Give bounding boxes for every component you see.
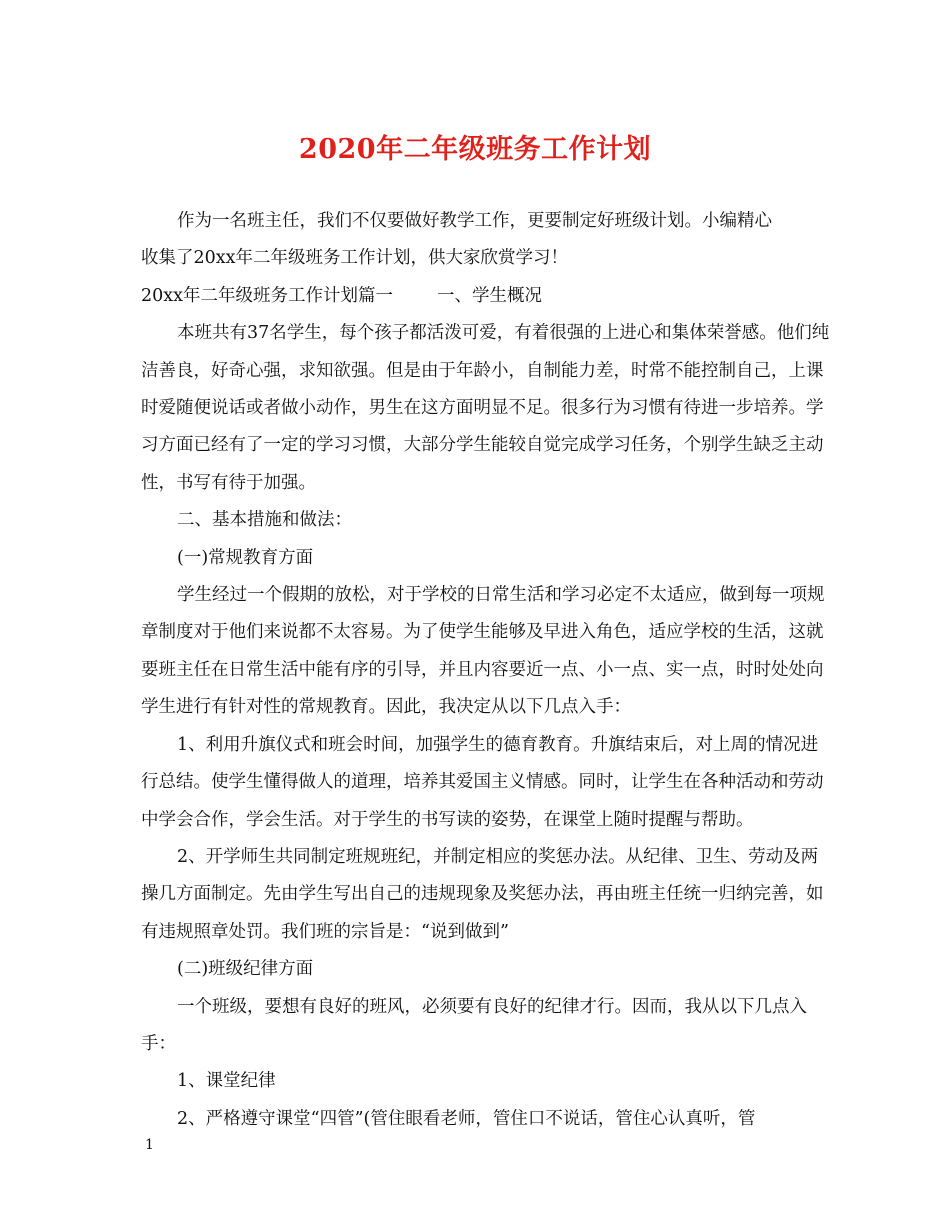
measures-heading: 二、基本措施和做法： — [177, 510, 352, 531]
intro-line-2: 收集了20xx年二年级班务工作计划，供大家欣赏学习！ — [141, 248, 569, 269]
intro-line-1: 作为一名班主任，我们不仅要做好教学工作，更要制定好班级计划。小编精心 — [177, 211, 772, 231]
page-number: 1 — [145, 1137, 154, 1153]
discipline-item-2: 2、严格遵守课堂“四管”(管住眼看老师，管住口不说话，管住心认真听，管 — [177, 1108, 756, 1129]
discipline-item-1: 1、课堂纪律 — [177, 1071, 276, 1092]
document-title: 2020年二年级班务工作计划 — [298, 134, 652, 165]
routine-heading: (一)常规教育方面 — [177, 547, 314, 568]
document-body — [141, 203, 831, 1138]
routine-paragraph: 学生经过一个假期的放松，对于学校的日常生活和学习必定不太适应，做到每一项规章制度对于他们来说都不太容易。为了使学生能够及早进入角色，适应学校的生活，这就要班主任在日常生活中能有序的引导，并且内容要近一点、小一点、实一点，时时处处向学生进行有针对性的常规教育。因此，我决定从以下几点入手： — [141, 585, 825, 718]
routine-item-2: 2、开学师生共同制定班规班纪，并制定相应的奖惩办法。从纪律、卫生、劳动及两操几方面制定。先由学生写出自己的违规现象及奖惩办法，再由班主任统一归纳完善，如有违规照章处罚。我们班的宗旨是：“说到做到” — [141, 846, 824, 942]
overview-paragraph: 本班共有37名学生，每个孩子都活泼可爱，有着很强的上进心和集体荣誉感。他们纯洁善良，好奇心强，求知欲强。但是由于年龄小，自制能力差，时常不能控制自己，上课时爱随便说话或者做小动作，男生在这方面明显不足。很多行为习惯有待进一步培养。学习方面已经有了一定的学习习惯，大部分学生能较自觉完成学习任务，个别学生缺乏主动性，书写有待于加强。 — [141, 323, 830, 493]
section-header-left: 20xx年二年级班务工作计划篇一 — [141, 285, 394, 306]
discipline-paragraph: 一个班级，要想有良好的班风，必须要有良好的纪律才行。因而，我从以下几点入手： — [141, 996, 807, 1054]
section-header — [141, 278, 831, 315]
routine-item-1: 1、利用升旗仪式和班会时间，加强学生的德育教育。升旗结束后，对上周的情况进行总结。使学生懂得做人的道理，培养其爱国主义情感。同时，让学生在各种活动和劳动中学会合作，学会生活。对于学生的书写读的姿势，在课堂上随时提醒与帮助。 — [141, 734, 824, 830]
section-header-right: 一、学生概况 — [437, 285, 543, 306]
discipline-heading: (二)班级纪律方面 — [177, 959, 314, 980]
